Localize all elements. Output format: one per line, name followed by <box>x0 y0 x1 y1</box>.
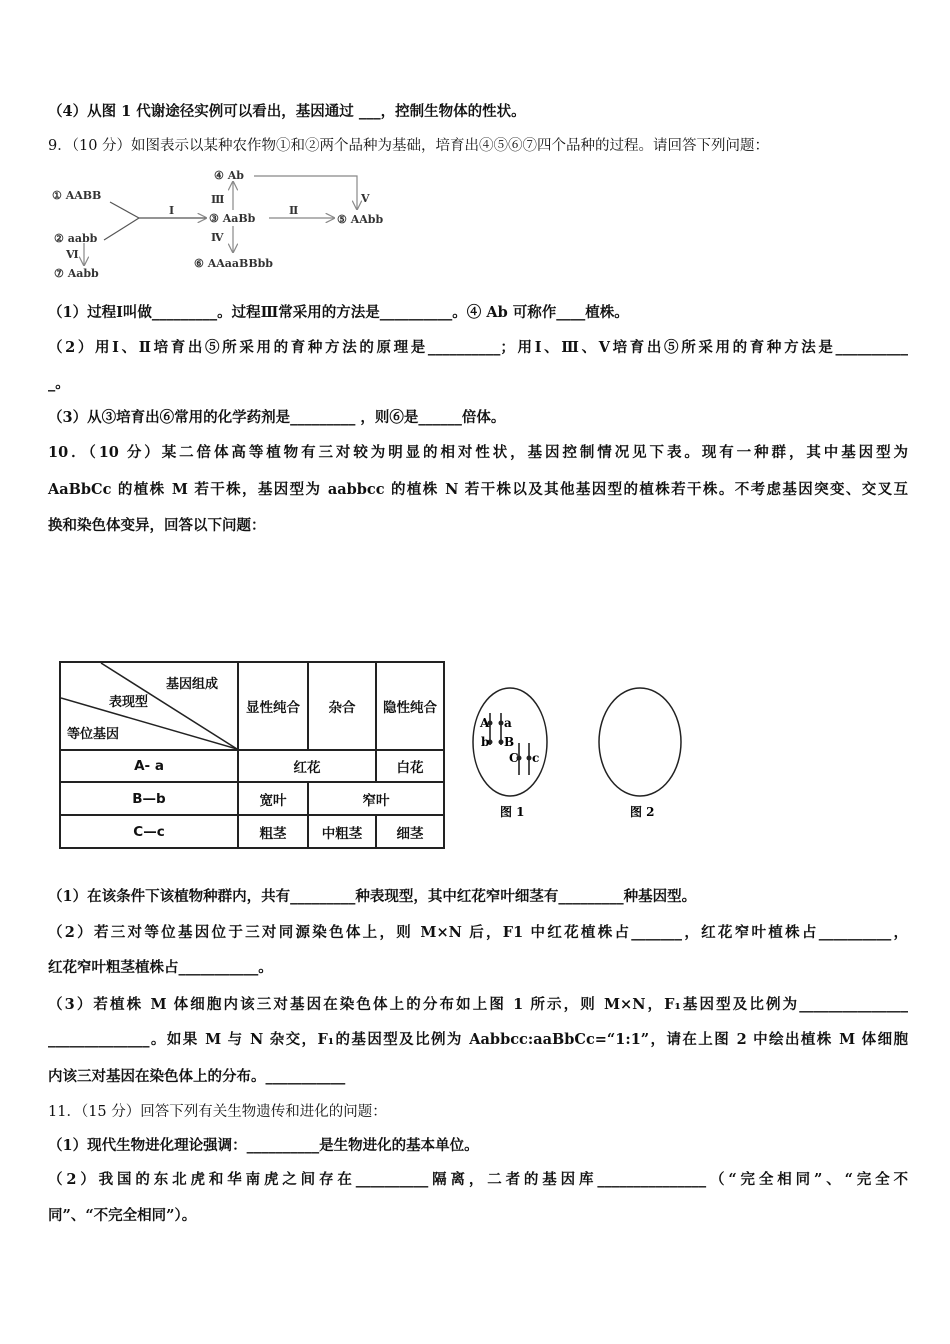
label-V: Ⅴ <box>361 192 370 205</box>
figure-1-label: 图 1 <box>500 805 525 819</box>
cell-white-flower: 白花 <box>376 750 444 782</box>
gene-C: C <box>509 751 519 765</box>
q11-title: 11．（15 分）回答下列有关生物遗传和进化的问题： <box>48 1104 387 1120</box>
cell-medium-stem: 中粗茎 <box>308 815 376 848</box>
cell-figures <box>470 685 700 825</box>
q11-part1: （1）现代生物进化理论强调：__________是生物进化的基本单位。 <box>48 1137 479 1154</box>
label-III: Ⅲ <box>211 193 225 206</box>
gene-a: a <box>504 716 512 730</box>
q9-part1: （1）过程Ⅰ叫做_________。过程Ⅲ常采用的方法是__________。④ Ab 可称作____植株。 <box>48 304 629 321</box>
cell-red-flower: 红花 <box>238 750 376 782</box>
gene-b: b <box>481 735 490 749</box>
node-5: ⑤ AAbb <box>337 213 384 226</box>
q10-part3-line1: （3）若植株 M 体细胞内该三对基因在染色体上的分布如上图 1 所示，则 M×N，F₁基因型及比例为_______________ <box>48 996 908 1013</box>
q9-part2-line2: _。 <box>48 375 70 392</box>
row-label-A: A- a <box>60 750 238 782</box>
cell-narrow-leaf: 窄叶 <box>308 782 444 815</box>
header-allele: 等位基因 <box>67 727 120 742</box>
q10-title-line3: 换和染色体变异，回答以下问题： <box>48 517 266 534</box>
node-4: ④ Ab <box>214 169 244 182</box>
node-6: ⑥ AAaaBBbb <box>194 257 273 270</box>
gene-A: A <box>480 716 490 730</box>
diagonal-header-cell <box>60 662 238 750</box>
col-dominant-homozygous: 显性纯合 <box>238 662 308 750</box>
row-label-B: B—b <box>60 782 238 815</box>
col-recessive-homozygous: 隐性纯合 <box>376 662 444 750</box>
q10-part1: （1）在该条件下该植物种群内，共有_________种表现型，其中红花窄叶细茎有_________种基因型。 <box>48 888 697 905</box>
cell-figure-2 <box>599 688 681 796</box>
cell-thin-stem: 细茎 <box>376 815 444 848</box>
node-2: ② aabb <box>54 232 98 245</box>
row-label-C: C—c <box>60 815 238 848</box>
q9-part2-line1: （2）用Ⅰ、Ⅱ培育出⑤所采用的育种方法的原理是__________；用Ⅰ、Ⅲ、Ⅴ培育出⑤所采用的育种方法是__________ <box>48 339 908 356</box>
gene-c: c <box>532 751 540 765</box>
q10-part2-line1: （2）若三对等位基因位于三对同源染色体上，则 M×N 后，F1 中红花植株占_______，红花窄叶植株占__________， <box>48 924 908 941</box>
node-7: ⑦ Aabb <box>54 267 99 280</box>
node-3: ③ AaBb <box>209 212 256 225</box>
q11-part2-line2: 同”、“不完全相同”）。 <box>48 1207 197 1224</box>
q8-part4: （4）从图 1 代谢途径实例可以看出，基因通过 ___，控制生物体的性状。 <box>48 103 526 120</box>
q10-part3-line2: ______________。如果 M 与 N 杂交，F₁的基因型及比例为 Aabbcc:aaBbCc=“1:1”，请在上图 2 中绘出植株 M 体细胞 <box>48 1031 908 1048</box>
label-VI: Ⅵ <box>66 248 79 261</box>
cell-thick-stem: 粗茎 <box>238 815 308 848</box>
gene-B: B <box>504 735 515 749</box>
col-heterozygous: 杂合 <box>308 662 376 750</box>
q9-title: 9．（10 分）如图表示以某种农作物①和②两个品种为基础，培育出④⑤⑥⑦四个品种的过程。请回答下列问题： <box>48 138 770 154</box>
cell-wide-leaf: 宽叶 <box>238 782 308 815</box>
q10-part2-line2: 红花窄叶粗茎植株占___________。 <box>48 959 273 976</box>
gene-phenotype-table <box>59 661 445 849</box>
figure-2-label: 图 2 <box>630 805 655 819</box>
q10-part3-line3: 内该三对基因在染色体上的分布。___________ <box>48 1068 346 1085</box>
header-phenotype: 表现型 <box>109 695 149 710</box>
q9-part3: （3）从③培育出⑥常用的化学药剂是_________ ，则⑥是______倍体。 <box>48 409 506 426</box>
q10-title-line1: 10．（10 分）某二倍体高等植物有三对较为明显的相对性状，基因控制情况见下表。现有一种群，其中基因型为 <box>48 444 908 461</box>
q10-title-line2: AaBbCc 的植株 M 若干株，基因型为 aabbcc 的植株 N 若干株以及其他基因型的植株若干株。不考虑基因突变、交叉互 <box>48 481 908 498</box>
node-1: ① AABB <box>52 189 102 202</box>
label-I: Ⅰ <box>169 204 175 217</box>
q11-part2-line1: （2）我国的东北虎和华南虎之间存在__________隔离，二者的基因库_______________（“完全相同”、“完全不 <box>48 1171 908 1188</box>
header-gene-composition: 基因组成 <box>166 677 219 692</box>
label-IV: Ⅳ <box>211 231 224 244</box>
breeding-process-diagram <box>44 165 404 285</box>
label-II: Ⅱ <box>289 204 299 217</box>
